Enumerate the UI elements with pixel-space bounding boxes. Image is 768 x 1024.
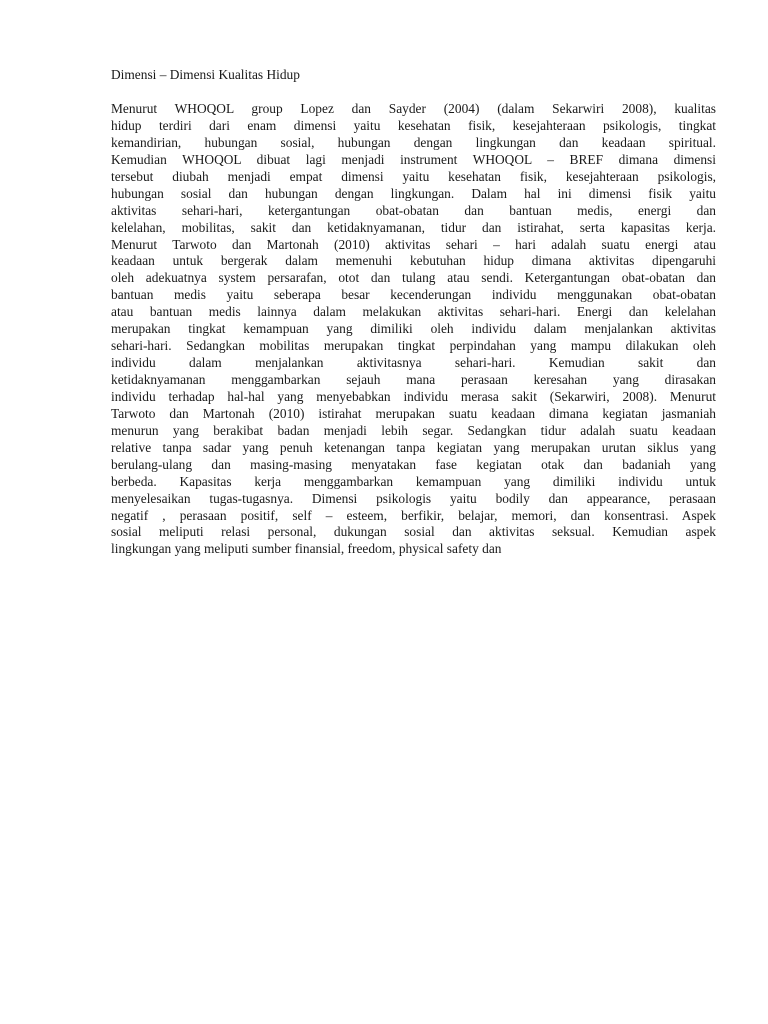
text-line: keadaan untuk bergerak dalam memenuhi kebutuhan hidup dimana aktivitas dipengaruhi: [111, 253, 716, 269]
text-line: kelelahan, mobilitas, sakit dan ketidaknyamanan, tidur dan istirahat, serta kapasitas kerja.: [111, 219, 716, 235]
text-line: berulang-ulang dan masing-masing menyatakan fase kegiatan otak dan badaniah yang: [111, 456, 716, 472]
text-line: Menurut WHOQOL group Lopez dan Sayder (2004) (dalam Sekarwiri 2008), kualitas: [111, 101, 716, 116]
text-line: sehari-hari. Sedangkan mobilitas merupakan tingkat perpindahan yang mampu dilakukan oleh: [111, 338, 716, 354]
text-line: Tarwoto dan Martonah (2010) istirahat merupakan suatu keadaan dimana kegiatan jasmaniah: [111, 405, 716, 421]
text-line: individu dalam menjalankan aktivitasnya sehari-hari. Kemudian sakit dan: [111, 355, 716, 371]
text-line: hubungan sosial dan hubungan dengan lingkungan. Dalam hal ini dimensi fisik yaitu: [111, 185, 716, 201]
text-line: Kemudian WHOQOL dibuat lagi menjadi instrument WHOQOL – BREF dimana dimensi: [111, 151, 716, 167]
text-line: merupakan tingkat kemampuan yang dimiliki oleh individu dalam menjalankan aktivitas: [111, 321, 716, 337]
text-line: Menurut Tarwoto dan Martonah (2010) aktivitas sehari – hari adalah suatu energi atau: [111, 236, 716, 252]
text-line: relative tanpa sadar yang penuh ketenangan tanpa kegiatan yang merupakan urutan siklus yang: [111, 439, 716, 455]
text-line: individu terhadap hal-hal yang menyebabkan individu merasa sakit (Sekarwiri, 2008). Menurut: [111, 388, 716, 404]
text-line: aktivitas sehari-hari, ketergantungan obat-obatan dan bantuan medis, energi dan: [111, 202, 716, 218]
text-line: ketidaknyamanan menggambarkan sejauh mana perasaan keresahan yang dirasakan: [111, 372, 716, 387]
text-line: hidup terdiri dari enam dimensi yaitu kesehatan fisik, kesejahteraan psikologis, tingkat: [111, 117, 716, 133]
body-paragraph: [111, 101, 716, 558]
text-line: negatif , perasaan positif, self – esteem, berfikir, belajar, memori, dan konsentrasi. Aspek: [111, 507, 716, 523]
text-line: tersebut diubah menjadi empat dimensi yaitu kesehatan fisik, kesejahteraan psikologis,: [111, 168, 716, 184]
document-title: Dimensi – Dimensi Kualitas Hidup: [111, 67, 300, 82]
text-line: lingkungan yang meliputi sumber finansial, freedom, physical safety dan: [111, 541, 502, 557]
text-line: menyelesaikan tugas-tugasnya. Dimensi psikologis yaitu bodily dan appearance, perasaan: [111, 490, 716, 506]
text-line: menurun yang berakibat badan menjadi lebih segar. Sedangkan tidur adalah suatu keadaan: [111, 422, 716, 438]
text-line: atau bantuan medis lainnya dalam melakukan aktivitas sehari-hari. Energi dan kelelahan: [111, 304, 716, 320]
text-line: sosial meliputi relasi personal, dukungan sosial dan aktivitas seksual. Kemudian aspek: [111, 524, 716, 540]
text-line: bantuan medis yaitu seberapa besar kecenderungan individu menggunakan obat-obatan: [111, 287, 716, 303]
text-line: oleh adekuatnya system persarafan, otot dan tulang atau sendi. Ketergantungan obat-obatan dan: [111, 270, 716, 286]
text-line: kemandirian, hubungan sosial, hubungan dengan lingkungan dan keadaan spiritual.: [111, 134, 716, 150]
text-line: berbeda. Kapasitas kerja menggambarkan kemampuan yang dimiliki individu untuk: [111, 473, 716, 489]
